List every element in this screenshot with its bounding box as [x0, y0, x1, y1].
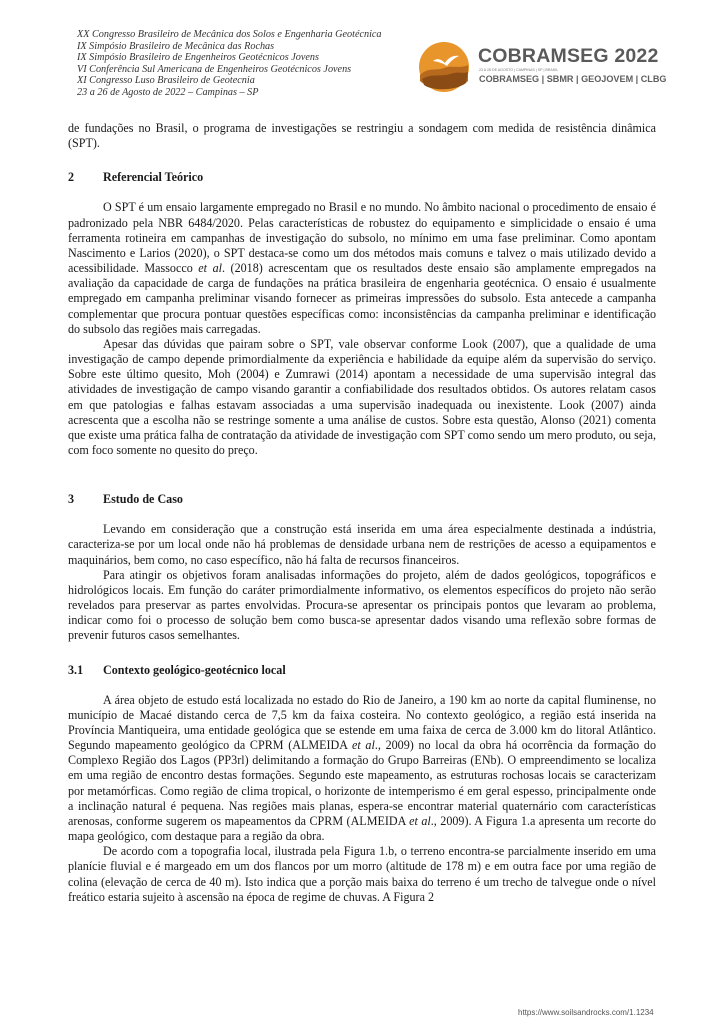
header-line: XI Congresso Luso Brasileiro de Geotecnia: [77, 75, 255, 87]
text-run: ., 2009) no local da obra há ocorrência da formação do Complexo Região dos Lagos (PP3rl) delimitando a formação do Grupo Barreiras (ENb). O empreendimento se localiza em uma região de encontro destas formações. Segundo este mapeamento, as estruturas rochosas locais se caracterizam por metamórficas. Como região de clima tropical, o horizonte de intemperismo é em geral espesso, principalmente onde a inclinação natural é pequena. Nas regiões mais planas, espera-se encontrar material quaternário com características arenosas, conforme sugerem os mapeamentos da CPRM (ALMEIDA: [68, 738, 656, 828]
paragraph: Levando em consideração que a construção está inserida em uma área especialmente destinada a indústria, caracteriza-se por um local onde não há problemas de densidade urbana nem de restrições de acesso a equipamentos e maquinários, bem como, no caso específico, não há falta de recursos financeiros.: [68, 522, 656, 567]
header-line: 23 a 26 de Agosto de 2022 – Campinas – SP: [77, 86, 259, 98]
paragraph: [68, 693, 656, 845]
footer-url[interactable]: https://www.soilsandrocks.com/1.1234: [518, 1008, 654, 1017]
section-heading-3-1: [68, 663, 656, 678]
logo-organizations: COBRAMSEG | SBMR | GEOJOVEM | CLBG: [479, 74, 667, 84]
logo-title: COBRAMSEG 2022: [478, 45, 659, 67]
section-title: Estudo de Caso: [103, 492, 183, 507]
section-heading-2: [68, 170, 656, 185]
text-run: ., 2009). A Figura 1.a apresenta um recorte do mapa geológico, com destaque para a região da obra.: [68, 813, 656, 844]
section-number: 2: [68, 170, 75, 185]
section-number: 3.1: [68, 662, 84, 677]
text-italic: et al: [198, 261, 222, 276]
section-number: 3: [68, 492, 75, 507]
paragraph: Para atingir os objetivos foram analisadas informações do projeto, além de dados geológicos, topográficos e hidrológicos locais. Em função do caráter primordialmente informativo, os elementos específicos do projeto não serão revelados para preservar as partes envolvidas. Procura-se apresentar os principais pontos que levaram ao problema, indicar como foi o processo de solução bem como busca-se apresentar dados visando uma reflexão sobre formas de prevenir futuros casos semelhantes.: [68, 567, 656, 643]
paragraph-intro: de fundações no Brasil, o programa de investigações se restringiu a sondagem com medida de resistência dinâmica (SPT).: [68, 121, 656, 151]
paragraph: [68, 200, 656, 336]
paragraph: De acordo com a topografia local, ilustrada pela Figura 1.b, o terreno encontra-se parcialmente inserido em uma planície fluvial e é margeado em um dos flancos por um morro (altitude de 178 m) e em outra face por uma região de colina (elevação de cerca de 40 m). Isto indica que a porção mais baixa do terreno é um trecho de talvegue onde o nível freático estaria sujeito à ascensão na época de regime de chuvas. A Figura 2: [68, 844, 656, 904]
section-title: Contexto geológico-geotécnico local: [103, 662, 286, 677]
bird-emblem-icon: [418, 41, 470, 93]
text-run: A área objeto de estudo está localizada no estado do Rio de Janeiro, a 190 km ao norte da capital fluminense, no município de Macaé distando cerca de 7,5 km da faixa costeira. No contexto geológico, a região está inserida na Província Mantiqueira, uma entidade geológica que se estende em uma faixa de cerca de 3.000 km do litoral Atlântico. Segundo mapeamento geológico da CPRM (ALMEIDA: [68, 692, 656, 753]
section-heading-3: [68, 492, 656, 507]
header-line: VI Conferência Sul Americana de Engenheiros Geotécnicos Jovens: [77, 63, 352, 75]
conference-header: [77, 29, 417, 99]
text-run: . (2018) acrescentam que os resultados deste ensaio são amplamente empregados na avaliação da capacidade de carga de fundações na prática brasileira de engenharia geotécnica. O ensaio é usualmente empregado em campanha preliminar visando fornecer as primeiras impressões do subsolo. Esta antecede a campanha complementar que procura pontuar questões específicas como: inconsistências da campanha preliminar e identificação do subsolo das regiões mais carregadas.: [68, 261, 656, 336]
header-line: IX Simpósio Brasileiro de Mecânica das Rochas: [77, 40, 275, 52]
text-italic: et al: [352, 738, 375, 753]
logo-subtitle: 23 A 26 DE AGOSTO | CAMPINAS | SP | BRASIL: [479, 68, 559, 72]
header-line: IX Simpósio Brasileiro de Engenheiros Geotécnicos Jovens: [77, 52, 319, 64]
section-title: Referencial Teórico: [103, 170, 204, 185]
paragraph: Apesar das dúvidas que pairam sobre o SPT, vale observar conforme Look (2007), que a qualidade de uma investigação de campo depende primordialmente da experiência e habilidade da equipe além da supervisão do serviço. Sobre este último quesito, Moh (2004) e Zumrawi (2014) apontam a necessidade de uma supervisão integral das atividades de investigação de campo visando garantir a confiabilidade dos resultados obtidos. Os autores relatam casos em que patologias e falhas estavam associadas a uma supervisão inadequada ou inexistente. Look (2007) ainda acrescenta que a escolha não se restringe somente a uma análise de custos. Sobre esta questão, Alonso (2021) comenta que existe uma prática falha de contratação da atividade de investigação com SPT como sendo um mero produto, ou seja, com foco somente no quesito do preço.: [68, 336, 656, 457]
header-line: XX Congresso Brasileiro de Mecânica dos Solos e Engenharia Geotécnica: [77, 29, 382, 40]
text-run: O SPT é um ensaio largamente empregado no Brasil e no mundo. No âmbito nacional o procedimento de ensaio é padronizado pela NBR 6484/2020. Pelas características de robustez do equipamento e simplicidade o ensaio é uma ferramenta rotineira em campanhas de investigação do subsolo, no mínimo em uma fase preliminar. Como apontam Nascimento e Larios (2020), o SPT destaca-se como um dos métodos mais comuns e talvez o mais utilizado devido a acessibilidade. Massocco: [68, 200, 656, 276]
page-body: [68, 121, 656, 905]
cobramseg-logo: [418, 41, 698, 93]
text-italic: et al: [409, 813, 431, 828]
